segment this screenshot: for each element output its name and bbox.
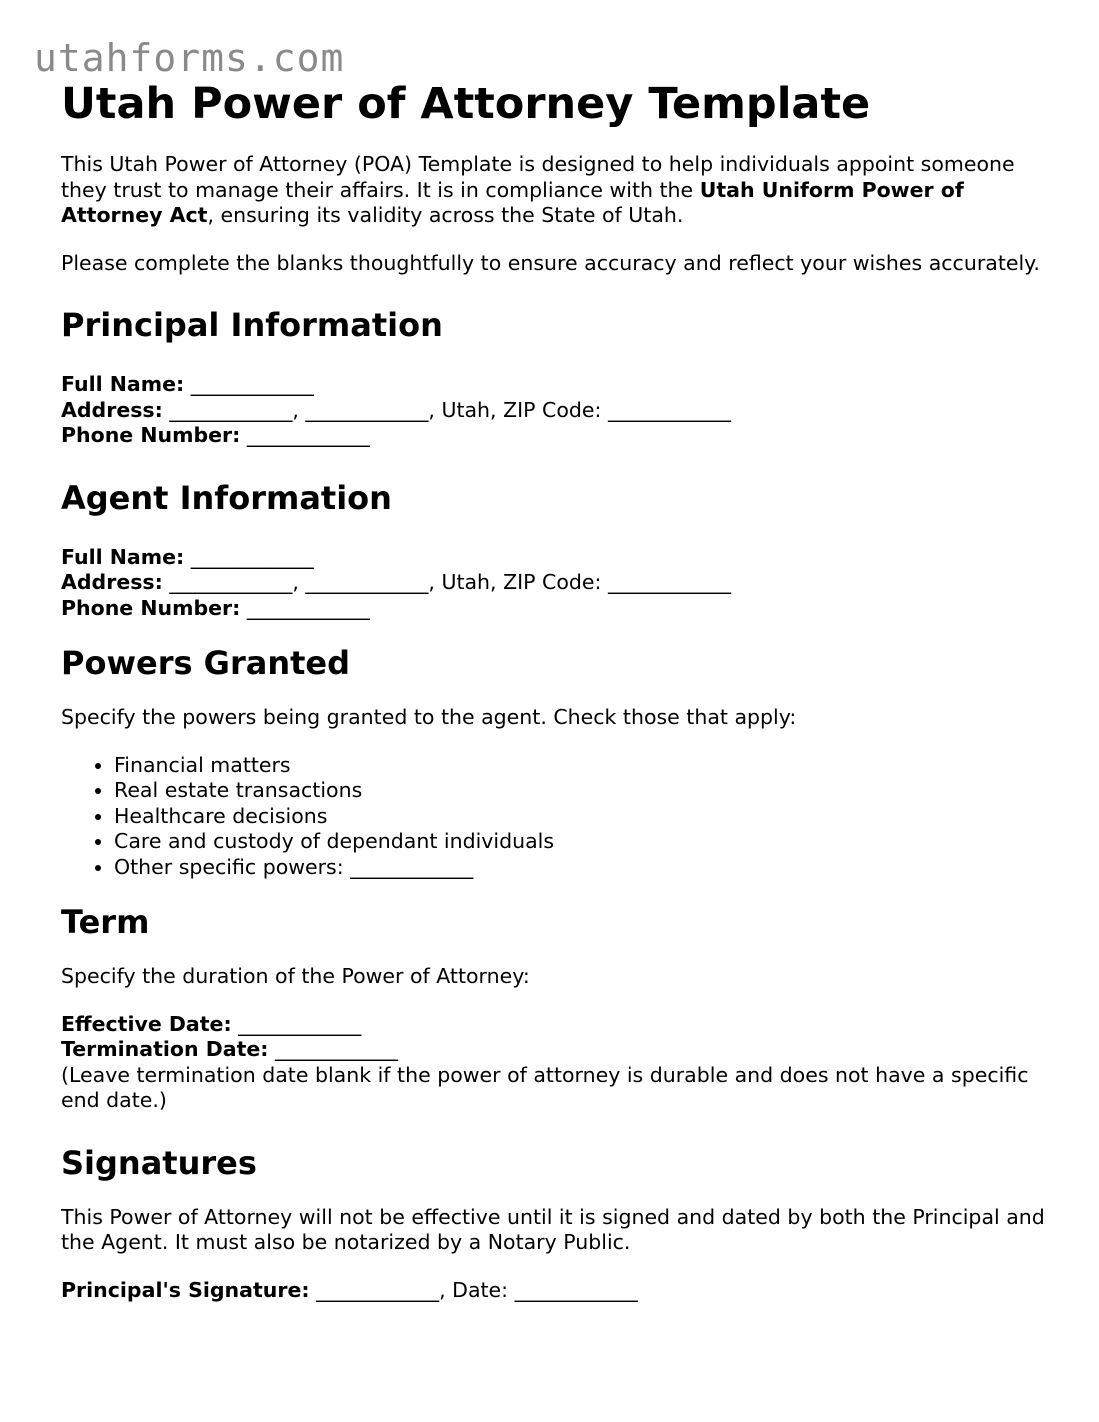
list-item: • Real estate transactions (114, 778, 1051, 804)
principal-heading: Principal Information (61, 306, 443, 344)
powers-list (61, 753, 1051, 881)
principal-street-blank[interactable]: ____________ (169, 397, 293, 422)
principal-signature-blank[interactable]: ____________ (316, 1277, 440, 1302)
signatures-heading: Signatures (61, 1143, 257, 1182)
principal-fields (61, 372, 1051, 449)
principal-full-name-blank[interactable]: ____________ (190, 372, 314, 396)
page-title: Utah Power of Attorney Template (61, 79, 871, 129)
agent-phone-label: Phone Number: (61, 595, 241, 620)
principal-address-row: Address: ____________, ____________, Utah, ZIP Code: ____________ (61, 397, 731, 422)
principal-full-name-label: Full Name: (61, 372, 185, 396)
intro-act-name: Utah Uniform Power of Attorney Act (61, 177, 964, 227)
other-powers-blank[interactable]: ____________ (350, 854, 474, 879)
agent-street-blank[interactable]: ____________ (169, 570, 293, 594)
principal-phone-blank[interactable]: ____________ (246, 423, 370, 447)
effective-date-label: Effective Date: (61, 1011, 232, 1036)
term-fields (61, 1012, 1051, 1114)
agent-phone-blank[interactable]: ____________ (246, 595, 370, 620)
list-item: • Care and custody of dependant individuals (114, 829, 1051, 855)
list-item: • Financial matters (114, 753, 1051, 779)
termination-date-row (61, 1037, 1051, 1063)
principal-city-blank[interactable]: ____________ (305, 397, 429, 422)
principal-address-label: Address: (61, 397, 163, 422)
term-heading: Term (61, 903, 150, 941)
site-watermark: utahforms.com (34, 36, 345, 80)
intro-text-start: This Utah Power of Attorney (POA) Template is designed to help individuals appoint someone they trust to manage their affairs. It is in compliance with the (61, 152, 1015, 202)
powers-heading: Powers Granted (61, 644, 350, 682)
agent-address-label: Address: (61, 570, 163, 594)
termination-date-blank[interactable]: ____________ (275, 1037, 399, 1061)
agent-zip-blank[interactable]: ____________ (607, 570, 731, 594)
agent-city-blank[interactable]: ____________ (305, 570, 429, 594)
agent-state-zip-label: , Utah, ZIP Code: (428, 570, 602, 594)
signature-date-label: Date: (452, 1277, 509, 1302)
principal-signature-row: Principal's Signature: ____________, Date: ____________ (61, 1277, 638, 1302)
termination-note: (Leave termination date blank if the power of attorney is durable and does not have a specific end date.) (61, 1062, 1029, 1112)
agent-fields (61, 545, 1051, 622)
agent-heading: Agent Information (61, 478, 392, 517)
intro-paragraph (61, 152, 1051, 229)
powers-instruction: Specify the powers being granted to the agent. Check those that apply: (61, 705, 797, 729)
agent-full-name-row (61, 545, 1051, 571)
termination-date-label: Termination Date: (61, 1037, 269, 1061)
signature-fields (61, 1278, 1051, 1304)
principal-phone-label: Phone Number: (61, 423, 241, 447)
document-body (61, 78, 1051, 1303)
agent-full-name-label: Full Name: (61, 544, 185, 569)
term-instruction: Specify the duration of the Power of Attorney: (61, 964, 530, 988)
effective-date-row (61, 1012, 1051, 1038)
list-item: • Healthcare decisions (114, 804, 1051, 830)
instructions-paragraph: Please complete the blanks thoughtfully to ensure accuracy and reflect your wishes accurately. (61, 250, 1040, 275)
agent-full-name-blank[interactable]: ____________ (190, 544, 314, 569)
signature-date-blank[interactable]: ____________ (514, 1277, 638, 1302)
effective-date-blank[interactable]: ____________ (238, 1011, 362, 1036)
agent-phone-row (61, 596, 1051, 622)
principal-full-name-row (61, 372, 1051, 398)
other-powers-label: Other specific powers: (114, 854, 344, 879)
agent-address-row: Address: ____________, ____________, Utah, ZIP Code: ____________ (61, 570, 731, 594)
principal-state-zip-label: , Utah, ZIP Code: (428, 397, 602, 422)
signatures-text: This Power of Attorney will not be effective until it is signed and dated by both the Principal and the Agent. It must also be notarized by a Notary Public. (61, 1204, 1045, 1254)
intro-text-end: , ensuring its validity across the State of Utah. (207, 203, 684, 227)
principal-signature-label: Principal's Signature: (61, 1277, 310, 1302)
principal-zip-blank[interactable]: ____________ (607, 397, 731, 422)
list-item-other (114, 855, 1051, 881)
principal-phone-row (61, 423, 1051, 449)
